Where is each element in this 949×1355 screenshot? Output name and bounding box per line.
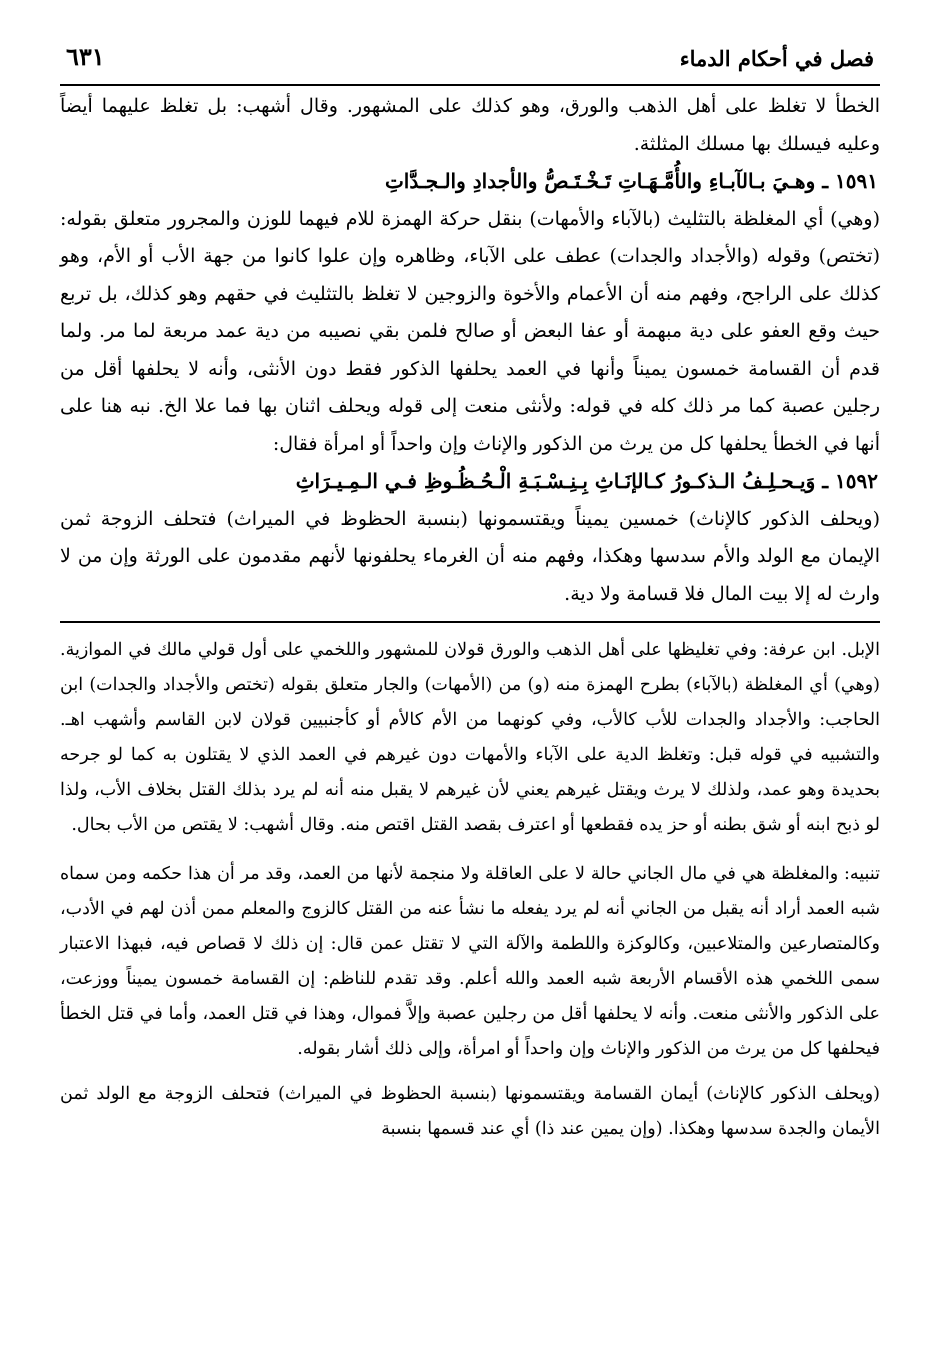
commentary-paragraph: الإبل. ابن عرفة: وفي تغليظها على أهل الذهب والورق قولان للمشهور واللخمي على أول قولي مالك في الموازية. (وهي) أي المغلظة (بالآباء) بطرح الهمزة منه (و) من (الأمهات) والجار متعلق بقوله (تختص والأجداد والجدات) ابن الحاجب: والأجداد والجدات للأب كالأب، وفي كونهما من الأم كالأم أو كأجنبيين قولان لابن القاسم وأشهب اهـ. والتشبيه في قوله قبل: وتغلظ الدية على الآباء والأمهات دون غيرهم في العمد الذي لا يقتلون به كما لو جرحه بحديدة وهو عمد، ولذلك لا يرث ويقتل غيرهم يعني لأن غيرهم لا يقبل منه أنه لم يرد بذلك القتل بخلاف الأب، ولذا لو ذبح ابنه أو شق بطنه أو حز يده فقطعها أو اعترف بقصد القتل اقتص منه. وقال أشهب: لا يقتص من الأب بحال. <box>60 640 880 835</box>
main-paragraph: (وهي) أي المغلظة بالتثليث (بالآباء والأمهات) بنقل حركة الهمزة للام فيهما للوزن والمجرور متعلق بقوله: (تختص) وقوله (والأجداد والجدات) عطف على الآباء، وظاهره وإن علوا كانوا من جهة الأب أو الأم، وهو كذلك على الراجح، وفهم منه أن الأعمام والأخوة والزوجين لا تغلظ بالتثليث في حقهم وهو كذلك، بل تربع حيث وقع العفو على دية مبهمة أو عفا البعض أو صالح فلمن بقي نصيبه من دية عمد مربعة لما مر. ولما قدم أن القسامة خمسون يميناً وأنها في العمد يحلفها الذكور فقط دون الأنثى، وأنه لا يحلفها أقل من رجلين عصبة كما مر ذلك كله في قوله: ولأنثى منعت إلى قوله ويحلف اثنان بها فما علا الخ. نبه هنا على أنها في الخطأ يحلفها كل من يرث من الذكور والإناث وإن واحداً أو امرأة فقال: <box>60 207 880 455</box>
commentary-paragraph: تنبيه: والمغلظة هي في مال الجاني حالة لا على العاقلة ولا منجمة لأنها من العمد، وقد مر أن هذا حكمه ومن سماه شبه العمد أراد أنه يقبل من الجاني أنه لم يرد يفعله ما نشأ عنه من القتل كالزوج والمعلم ممن أذن لهم في الأدب، وكالمتصارعين والمتلاعبين، وكالوكزة واللطمة والآلة التي لا تقتل عمن قال: إن ذلك لا قصاص فيه، فبهذا الاعتبار سمى اللخمي هذه الأقسام الأربعة شبه العمد والله أعلم. وقد تقدم للناظم: إن القسامة خمسون يميناً ووزعت، على الذكور والأنثى منعت. وأنه لا يحلفها أقل من رجلين عصبة وإلاَّ فموال، وهذا في قتل العمد، وأما في قتل الخطأ فيحلفها كل من يرث من الذكور والإناث وإن واحداً أو امرأة، وإلى ذلك أشار بقوله. <box>60 864 880 1059</box>
footnote-separator <box>60 621 880 623</box>
book-page <box>60 28 880 1328</box>
main-paragraph: (ويحلف الذكور كالإناث) خمسين يميناً ويقتسمونها (بنسبة الحظوظ في الميراث) فتحلف الزوجة ثمن الإيمان مع الولد والأم سدسها وهكذا، وفهم منه أن الغرماء يحلفونها لأنهم مقدمون على الورثة وإن من لا وارث له إلا بيت المال فلا قسامة ولا دية. <box>60 507 880 605</box>
commentary-notes <box>60 633 880 1147</box>
chapter-title: فصل في أحكام الدماء <box>679 46 874 71</box>
verse-line: ١٥٩٢ ـ وَيـحـلِـفُ الـذكـورُ كـالإنَـاثِ بِـنِـسْـبَـةِ الْـحُـظُـوظِ فـي الـمِـيـرَاثِ <box>295 469 878 493</box>
verse-line: ١٥٩١ ـ وهـيَ بـالآبـاءِ والأُمَّـهَـاتِ تَـخْـتَـصُّ والأجدادِ والـجـدَّاتِ <box>384 169 878 193</box>
main-paragraph: الخطأ لا تغلظ على أهل الذهب والورق، وهو كذلك على المشهور. وقال أشهب: بل تغلظ عليهما أيضاً وعليه فيسلك بها مسلك المثلثة. <box>60 95 880 155</box>
main-text <box>60 88 880 613</box>
page-header <box>60 28 880 86</box>
page-number: ٦٣١ <box>66 42 105 71</box>
commentary-paragraph: (ويحلف الذكور كالإناث) أيمان القسامة ويقتسمونها (بنسبة الحظوظ في الميراث) فتحلف الزوجة مع الولد ثمن الأيمان والجدة سدسها وهكذا. (وإن يمين عند ذا) أي عند قسمها بنسبة <box>60 1084 880 1139</box>
